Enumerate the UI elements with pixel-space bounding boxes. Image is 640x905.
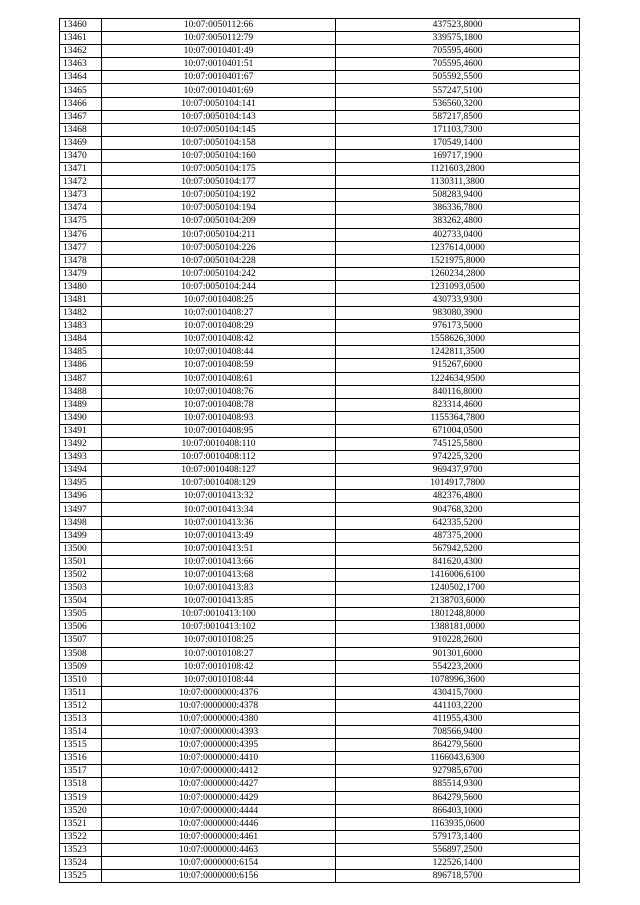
cadastral-number-cell: 10:07:0050104:141	[102, 97, 336, 110]
row-number-cell: 13467	[60, 110, 102, 123]
cadastral-number-cell: 10:07:0010408:25	[102, 293, 336, 306]
row-number-cell: 13516	[60, 752, 102, 765]
cadastral-value-cell: 587217,8500	[336, 110, 580, 123]
cadastral-value-cell: 1166043,6300	[336, 752, 580, 765]
cadastral-value-cell: 554223,2000	[336, 660, 580, 673]
cadastral-number-cell: 10:07:0000000:4376	[102, 686, 336, 699]
table-row	[60, 372, 580, 385]
cadastral-number-cell: 10:07:0010413:68	[102, 568, 336, 581]
cadastral-value-cell: 411955,4300	[336, 712, 580, 725]
cadastral-number-cell: 10:07:0050104:160	[102, 149, 336, 162]
cadastral-value-cell: 705595,4600	[336, 58, 580, 71]
table-row	[60, 32, 580, 45]
cadastral-number-cell: 10:07:0050112:66	[102, 19, 336, 32]
cadastral-number-cell: 10:07:0050104:177	[102, 176, 336, 189]
cadastral-number-cell: 10:07:0010408:61	[102, 372, 336, 385]
row-number-cell: 13469	[60, 136, 102, 149]
table-row	[60, 778, 580, 791]
cadastral-value-cell: 482376,4800	[336, 490, 580, 503]
cadastral-value-cell: 487375,2000	[336, 529, 580, 542]
cadastral-value-cell: 901301,6000	[336, 647, 580, 660]
cadastral-number-cell: 10:07:0000000:4395	[102, 739, 336, 752]
cadastral-number-cell: 10:07:0050104:226	[102, 241, 336, 254]
table-row	[60, 647, 580, 660]
table-row	[60, 385, 580, 398]
row-number-cell: 13494	[60, 464, 102, 477]
table-row	[60, 660, 580, 673]
cadastral-value-cell: 1155364,7800	[336, 411, 580, 424]
cadastral-value-cell: 841620,4300	[336, 555, 580, 568]
table-row	[60, 136, 580, 149]
cadastral-value-cell: 1121603,2800	[336, 163, 580, 176]
table-row	[60, 359, 580, 372]
table-row	[60, 110, 580, 123]
cadastral-value-cell: 557247,5100	[336, 84, 580, 97]
cadastral-number-cell: 10:07:0010408:95	[102, 424, 336, 437]
row-number-cell: 13484	[60, 333, 102, 346]
table-row	[60, 176, 580, 189]
table-row	[60, 621, 580, 634]
table-row	[60, 149, 580, 162]
table-row	[60, 228, 580, 241]
cadastral-number-cell: 10:07:0050104:158	[102, 136, 336, 149]
cadastral-number-cell: 10:07:0000000:4427	[102, 778, 336, 791]
row-number-cell: 13508	[60, 647, 102, 660]
cadastral-number-cell: 10:07:0010401:51	[102, 58, 336, 71]
cadastral-number-cell: 10:07:0010108:27	[102, 647, 336, 660]
cadastral-value-cell: 904768,3200	[336, 503, 580, 516]
cadastral-value-cell: 1231093,0500	[336, 280, 580, 293]
cadastral-value-cell: 1388181,0000	[336, 621, 580, 634]
row-number-cell: 13481	[60, 293, 102, 306]
cadastral-value-cell: 1558626,3000	[336, 333, 580, 346]
cadastral-number-cell: 10:07:0010408:110	[102, 438, 336, 451]
cadastral-value-cell: 974225,3200	[336, 451, 580, 464]
cadastral-number-cell: 10:07:0010413:34	[102, 503, 336, 516]
cadastral-number-cell: 10:07:0000000:4380	[102, 712, 336, 725]
cadastral-number-cell: 10:07:0010108:44	[102, 673, 336, 686]
cadastral-value-cell: 745125,5800	[336, 438, 580, 451]
cadastral-table-container	[59, 18, 579, 883]
cadastral-value-cell: 1014917,7800	[336, 477, 580, 490]
table-row	[60, 307, 580, 320]
cadastral-value-cell: 567942,5200	[336, 542, 580, 555]
cadastral-value-cell: 386336,7800	[336, 202, 580, 215]
cadastral-value-cell: 169717,1900	[336, 149, 580, 162]
table-row	[60, 71, 580, 84]
table-row	[60, 857, 580, 870]
row-number-cell: 13490	[60, 411, 102, 424]
cadastral-value-cell: 927985,6700	[336, 765, 580, 778]
cadastral-number-cell: 10:07:0000000:6156	[102, 870, 336, 883]
table-row	[60, 464, 580, 477]
table-row	[60, 752, 580, 765]
row-number-cell: 13513	[60, 712, 102, 725]
row-number-cell: 13507	[60, 634, 102, 647]
table-row	[60, 438, 580, 451]
table-row	[60, 739, 580, 752]
cadastral-value-cell: 556897,2500	[336, 843, 580, 856]
table-row	[60, 712, 580, 725]
cadastral-number-cell: 10:07:0010413:32	[102, 490, 336, 503]
cadastral-number-cell: 10:07:0000000:4412	[102, 765, 336, 778]
table-row	[60, 843, 580, 856]
cadastral-number-cell: 10:07:0010408:93	[102, 411, 336, 424]
table-row	[60, 870, 580, 883]
cadastral-number-cell: 10:07:0000000:4378	[102, 699, 336, 712]
cadastral-value-cell: 536560,3200	[336, 97, 580, 110]
cadastral-value-cell: 1240502,1700	[336, 582, 580, 595]
cadastral-number-cell: 10:07:0010413:85	[102, 595, 336, 608]
cadastral-value-cell: 1801248,8000	[336, 608, 580, 621]
table-row	[60, 791, 580, 804]
row-number-cell: 13478	[60, 254, 102, 267]
row-number-cell: 13521	[60, 817, 102, 830]
cadastral-value-cell: 1242811,3500	[336, 346, 580, 359]
row-number-cell: 13462	[60, 45, 102, 58]
row-number-cell: 13501	[60, 555, 102, 568]
cadastral-number-cell: 10:07:0050104:211	[102, 228, 336, 241]
cadastral-value-cell: 2138703,6000	[336, 595, 580, 608]
row-number-cell: 13493	[60, 451, 102, 464]
cadastral-number-cell: 10:07:0010413:83	[102, 582, 336, 595]
row-number-cell: 13492	[60, 438, 102, 451]
cadastral-value-cell: 383262,4800	[336, 215, 580, 228]
row-number-cell: 13482	[60, 307, 102, 320]
cadastral-value-cell: 402733,0400	[336, 228, 580, 241]
table-row	[60, 280, 580, 293]
table-row	[60, 97, 580, 110]
table-row	[60, 830, 580, 843]
row-number-cell: 13519	[60, 791, 102, 804]
cadastral-number-cell: 10:07:0000000:4463	[102, 843, 336, 856]
table-row	[60, 163, 580, 176]
table-row	[60, 84, 580, 97]
row-number-cell: 13488	[60, 385, 102, 398]
row-number-cell: 13485	[60, 346, 102, 359]
cadastral-number-cell: 10:07:0000000:4461	[102, 830, 336, 843]
table-row	[60, 555, 580, 568]
cadastral-number-cell: 10:07:0000000:4444	[102, 804, 336, 817]
row-number-cell: 13502	[60, 568, 102, 581]
cadastral-value-cell: 437523,8000	[336, 19, 580, 32]
cadastral-value-cell: 864279,5600	[336, 791, 580, 804]
cadastral-number-cell: 10:07:0010408:78	[102, 398, 336, 411]
cadastral-value-cell: 170549,1400	[336, 136, 580, 149]
cadastral-value-cell: 642335,5200	[336, 516, 580, 529]
row-number-cell: 13510	[60, 673, 102, 686]
row-number-cell: 13499	[60, 529, 102, 542]
table-row	[60, 411, 580, 424]
table-row	[60, 241, 580, 254]
cadastral-value-cell: 122526,1400	[336, 857, 580, 870]
row-number-cell: 13523	[60, 843, 102, 856]
cadastral-number-cell: 10:07:0000000:6154	[102, 857, 336, 870]
row-number-cell: 13472	[60, 176, 102, 189]
table-row	[60, 333, 580, 346]
table-row	[60, 267, 580, 280]
cadastral-number-cell: 10:07:0010413:66	[102, 555, 336, 568]
table-row	[60, 424, 580, 437]
cadastral-value-cell: 915267,6000	[336, 359, 580, 372]
cadastral-value-cell: 708566,9400	[336, 726, 580, 739]
cadastral-value-cell: 866403,1000	[336, 804, 580, 817]
cadastral-value-cell: 705595,4600	[336, 45, 580, 58]
row-number-cell: 13498	[60, 516, 102, 529]
table-row	[60, 516, 580, 529]
cadastral-number-cell: 10:07:0050104:242	[102, 267, 336, 280]
cadastral-number-cell: 10:07:0010408:42	[102, 333, 336, 346]
table-row	[60, 595, 580, 608]
cadastral-number-cell: 10:07:0010408:29	[102, 320, 336, 333]
cadastral-number-cell: 10:07:0010413:36	[102, 516, 336, 529]
row-number-cell: 13483	[60, 320, 102, 333]
cadastral-value-cell: 823314,4600	[336, 398, 580, 411]
row-number-cell: 13525	[60, 870, 102, 883]
cadastral-value-cell: 1237614,0000	[336, 241, 580, 254]
table-row	[60, 477, 580, 490]
row-number-cell: 13473	[60, 189, 102, 202]
row-number-cell: 13491	[60, 424, 102, 437]
table-body	[60, 19, 580, 883]
cadastral-number-cell: 10:07:0050112:79	[102, 32, 336, 45]
cadastral-value-cell: 840116,8000	[336, 385, 580, 398]
cadastral-number-cell: 10:07:0010408:59	[102, 359, 336, 372]
cadastral-value-cell: 864279,5600	[336, 739, 580, 752]
cadastral-value-cell: 1078996,3600	[336, 673, 580, 686]
row-number-cell: 13476	[60, 228, 102, 241]
table-row	[60, 58, 580, 71]
cadastral-value-cell: 508283,9400	[336, 189, 580, 202]
row-number-cell: 13470	[60, 149, 102, 162]
row-number-cell: 13504	[60, 595, 102, 608]
cadastral-number-cell: 10:07:0050104:175	[102, 163, 336, 176]
cadastral-value-cell: 910228,2600	[336, 634, 580, 647]
cadastral-value-cell: 1521975,8000	[336, 254, 580, 267]
row-number-cell: 13461	[60, 32, 102, 45]
cadastral-value-cell: 1416006,6100	[336, 568, 580, 581]
row-number-cell: 13500	[60, 542, 102, 555]
cadastral-number-cell: 10:07:0050104:143	[102, 110, 336, 123]
row-number-cell: 13468	[60, 123, 102, 136]
row-number-cell: 13464	[60, 71, 102, 84]
cadastral-value-cell: 671004,0500	[336, 424, 580, 437]
table-row	[60, 817, 580, 830]
row-number-cell: 13479	[60, 267, 102, 280]
row-number-cell: 13518	[60, 778, 102, 791]
row-number-cell: 13509	[60, 660, 102, 673]
cadastral-number-cell: 10:07:0050104:209	[102, 215, 336, 228]
cadastral-value-cell: 1260234,2800	[336, 267, 580, 280]
table-row	[60, 123, 580, 136]
row-number-cell: 13511	[60, 686, 102, 699]
table-row	[60, 254, 580, 267]
table-row	[60, 686, 580, 699]
row-number-cell: 13465	[60, 84, 102, 97]
cadastral-value-cell: 896718,5700	[336, 870, 580, 883]
cadastral-number-cell: 10:07:0050104:228	[102, 254, 336, 267]
cadastral-number-cell: 10:07:0010408:27	[102, 307, 336, 320]
table-row	[60, 529, 580, 542]
row-number-cell: 13505	[60, 608, 102, 621]
cadastral-number-cell: 10:07:0010108:25	[102, 634, 336, 647]
table-row	[60, 320, 580, 333]
table-row	[60, 503, 580, 516]
table-row	[60, 202, 580, 215]
cadastral-number-cell: 10:07:0010408:112	[102, 451, 336, 464]
cadastral-number-cell: 10:07:0050104:145	[102, 123, 336, 136]
cadastral-number-cell: 10:07:0010401:49	[102, 45, 336, 58]
cadastral-number-cell: 10:07:0010408:44	[102, 346, 336, 359]
row-number-cell: 13503	[60, 582, 102, 595]
row-number-cell: 13489	[60, 398, 102, 411]
table-row	[60, 542, 580, 555]
cadastral-number-cell: 10:07:0010108:42	[102, 660, 336, 673]
table-row	[60, 582, 580, 595]
cadastral-value-cell: 983080,3900	[336, 307, 580, 320]
table-row	[60, 490, 580, 503]
cadastral-value-cell: 885514,9300	[336, 778, 580, 791]
cadastral-value-cell: 171103,7300	[336, 123, 580, 136]
cadastral-value-cell: 430415,7000	[336, 686, 580, 699]
cadastral-value-cell: 579173,1400	[336, 830, 580, 843]
table-row	[60, 451, 580, 464]
cadastral-number-cell: 10:07:0010413:51	[102, 542, 336, 555]
row-number-cell: 13460	[60, 19, 102, 32]
table-row	[60, 293, 580, 306]
cadastral-number-cell: 10:07:0010408:129	[102, 477, 336, 490]
table-row	[60, 608, 580, 621]
table-row	[60, 568, 580, 581]
row-number-cell: 13524	[60, 857, 102, 870]
row-number-cell: 13496	[60, 490, 102, 503]
row-number-cell: 13480	[60, 280, 102, 293]
cadastral-number-cell: 10:07:0010413:102	[102, 621, 336, 634]
row-number-cell: 13497	[60, 503, 102, 516]
cadastral-number-cell: 10:07:0010413:49	[102, 529, 336, 542]
row-number-cell: 13463	[60, 58, 102, 71]
table-row	[60, 215, 580, 228]
cadastral-number-cell: 10:07:0000000:4393	[102, 726, 336, 739]
cadastral-value-table	[59, 18, 580, 883]
row-number-cell: 13477	[60, 241, 102, 254]
cadastral-number-cell: 10:07:0000000:4446	[102, 817, 336, 830]
cadastral-number-cell: 10:07:0010401:67	[102, 71, 336, 84]
cadastral-number-cell: 10:07:0000000:4429	[102, 791, 336, 804]
cadastral-value-cell: 441103,2200	[336, 699, 580, 712]
cadastral-number-cell: 10:07:0010413:100	[102, 608, 336, 621]
cadastral-value-cell: 969437,9700	[336, 464, 580, 477]
cadastral-number-cell: 10:07:0010408:127	[102, 464, 336, 477]
row-number-cell: 13520	[60, 804, 102, 817]
row-number-cell: 13495	[60, 477, 102, 490]
cadastral-value-cell: 430733,9300	[336, 293, 580, 306]
table-row	[60, 726, 580, 739]
cadastral-value-cell: 339575,1800	[336, 32, 580, 45]
table-row	[60, 673, 580, 686]
row-number-cell: 13522	[60, 830, 102, 843]
row-number-cell: 13471	[60, 163, 102, 176]
table-row	[60, 398, 580, 411]
table-row	[60, 346, 580, 359]
cadastral-value-cell: 505592,5500	[336, 71, 580, 84]
table-row	[60, 804, 580, 817]
table-row	[60, 189, 580, 202]
cadastral-value-cell: 1224634,9500	[336, 372, 580, 385]
row-number-cell: 13514	[60, 726, 102, 739]
cadastral-value-cell: 1163935,0600	[336, 817, 580, 830]
cadastral-value-cell: 976173,5000	[336, 320, 580, 333]
row-number-cell: 13475	[60, 215, 102, 228]
row-number-cell: 13486	[60, 359, 102, 372]
row-number-cell: 13512	[60, 699, 102, 712]
cadastral-number-cell: 10:07:0000000:4410	[102, 752, 336, 765]
table-row	[60, 45, 580, 58]
table-row	[60, 634, 580, 647]
cadastral-number-cell: 10:07:0010408:76	[102, 385, 336, 398]
row-number-cell: 13466	[60, 97, 102, 110]
row-number-cell: 13515	[60, 739, 102, 752]
cadastral-number-cell: 10:07:0050104:244	[102, 280, 336, 293]
row-number-cell: 13487	[60, 372, 102, 385]
cadastral-number-cell: 10:07:0010401:69	[102, 84, 336, 97]
cadastral-value-cell: 1130311,3800	[336, 176, 580, 189]
row-number-cell: 13474	[60, 202, 102, 215]
table-row	[60, 19, 580, 32]
cadastral-number-cell: 10:07:0050104:192	[102, 189, 336, 202]
cadastral-number-cell: 10:07:0050104:194	[102, 202, 336, 215]
row-number-cell: 13517	[60, 765, 102, 778]
table-row	[60, 699, 580, 712]
row-number-cell: 13506	[60, 621, 102, 634]
table-row	[60, 765, 580, 778]
